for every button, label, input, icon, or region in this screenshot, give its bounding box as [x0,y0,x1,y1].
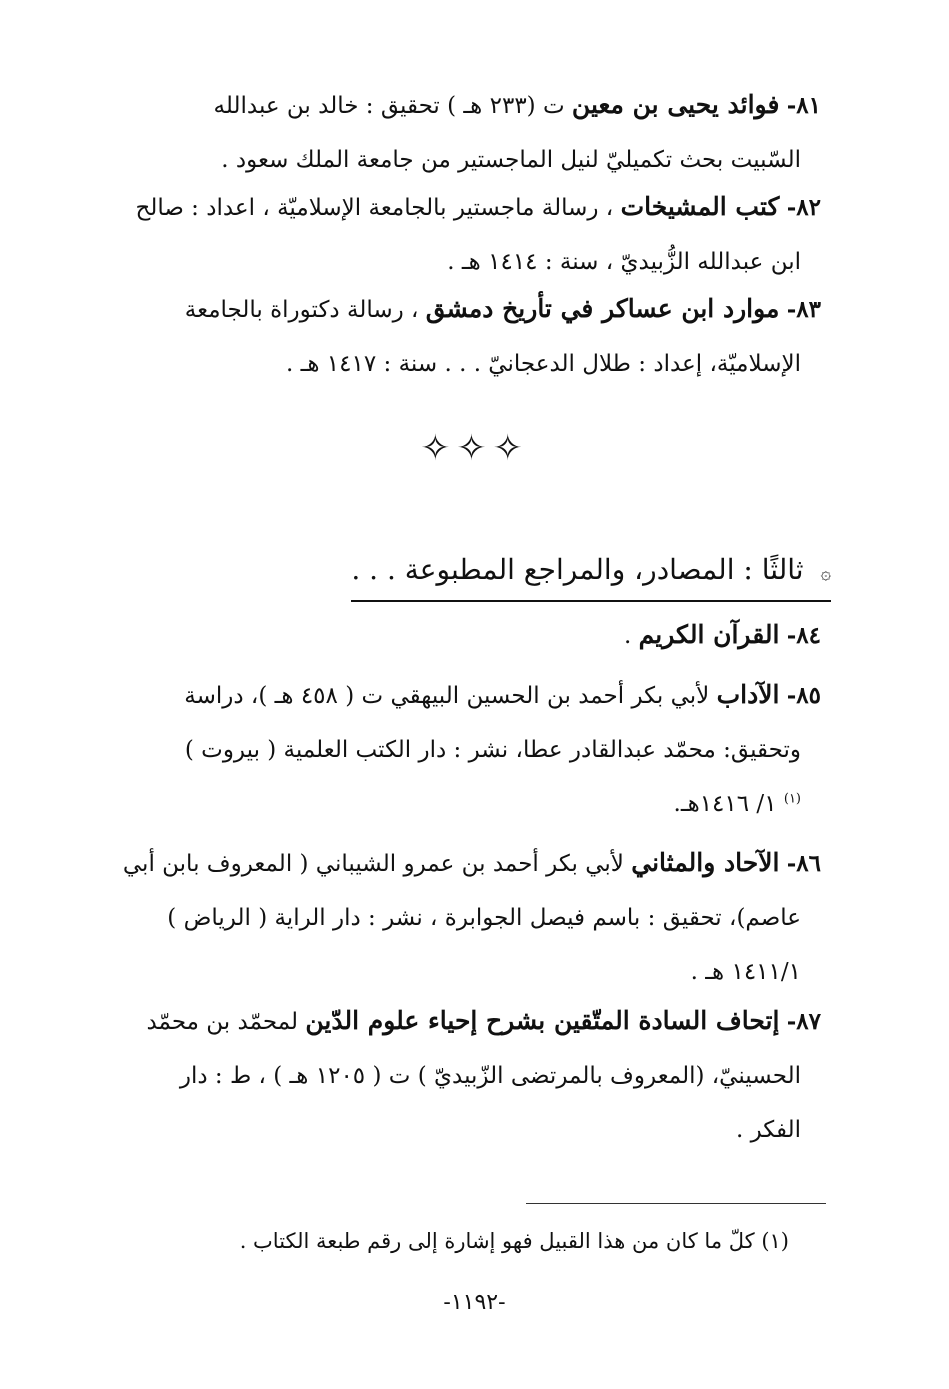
entry-87-line [103,994,821,1049]
footnote-divider [526,1203,826,1204]
entry-continuation: السّبيت بحث تكميليّ لنيل الماجستير من جامعة الملك سعود . [221,147,801,173]
entry-number: ٨٦- [786,850,821,877]
entry-87 [103,994,821,1157]
entry-85-line [103,668,821,723]
entry-85 [103,668,821,831]
entry-number: ٨٤- [786,622,821,649]
entry-84-line [103,608,821,663]
entry-83 [103,282,821,391]
entry-number: ٨١- [786,92,821,119]
entry-continuation: وتحقيق: محمّد عبدالقادر عطا، نشر : دار الكتب العلمية ( بيروت ) [184,737,801,763]
entry-number: ٨٥- [786,682,821,709]
entry-number: ٨٢- [786,194,821,221]
bullet-icon: ۞ [820,563,831,584]
footnote-marker: (١) [783,791,801,807]
entry-continuation: ابن عبدالله الزُّبيديّ ، سنة : ١٤١٤ هـ . [447,249,801,275]
entry-83-line [103,282,821,337]
entry-title: إتحاف السادة المتّقين بشرح إحياء علوم الدّين [305,1006,780,1035]
entry-title: الآحاد والمثاني [631,848,780,877]
entry-text: لأبي بكر أحمد بن عمرو الشيباني ( المعروف بابن أبي [122,851,624,877]
entry-text: . [624,623,632,649]
entry-86 [103,836,821,999]
star-ornament-icon: ✧✧✧ [420,428,529,469]
section-heading [351,548,831,602]
entry-title: موارد ابن عساكر في تأريخ دمشق [425,294,780,323]
entry-81-line [103,78,821,133]
entry-text: لأبي بكر أحمد بن الحسين البيهقي ت ( ٤٥٨ هـ )، دراسة [184,683,710,709]
entry-continuation: الحسينيّ، (المعروف بالمرتضى الزّبيديّ ) ت ( ١٢٠٥ هـ ) ، ط : دار [179,1063,801,1089]
footnote: (١) كلّ ما كان من هذا القبيل فهو إشارة إلى رقم طبعة الكتاب . [239,1229,789,1253]
entry-continuation-2: الفكر . [735,1117,801,1143]
entry-continuation: الإسلاميّة، إعداد : طلال الدعجانيّ . . . سنة : ١٤١٧ هـ . [285,351,801,377]
entry-82 [103,180,821,289]
entry-number: ٨٧- [786,1008,821,1035]
section-heading-text: ثالثًا : المصادر، والمراجع المطبوعة . . . [351,553,804,586]
entry-continuation-2: ١٤١١/١ هـ . [690,959,801,985]
entry-title: فوائد يحيى بن معين [571,90,780,119]
entry-text: ، رسالة ماجستير بالجامعة الإسلاميّة ، اعداد : صالح [135,195,614,221]
entry-number: ٨٣- [786,296,821,323]
entry-text: لمحمّد بن محمّد [146,1009,299,1035]
page-number: -١١٩٢- [443,1290,506,1315]
entry-86-line [103,836,821,891]
entry-text: ، رسالة دكتوراة بالجامعة [184,297,419,323]
entry-82-line [103,180,821,235]
entry-text: ت (٢٣٣ هـ ) تحقيق : خالد بن عبدالله [213,93,565,119]
entry-81 [103,78,821,187]
entry-84 [103,608,821,663]
entry-continuation: عاصم)، تحقيق : باسم فيصل الجوابرة ، نشر : دار الراية ( الرياض ) [167,905,801,931]
entry-continuation-2 [103,777,821,831]
entry-title: كتب المشيخات [620,192,780,221]
entry-title: القرآن الكريم [638,620,780,649]
entry-title: الآداب [716,680,780,709]
edition-text: ١/ ١٤١٦هـ. [673,791,777,817]
